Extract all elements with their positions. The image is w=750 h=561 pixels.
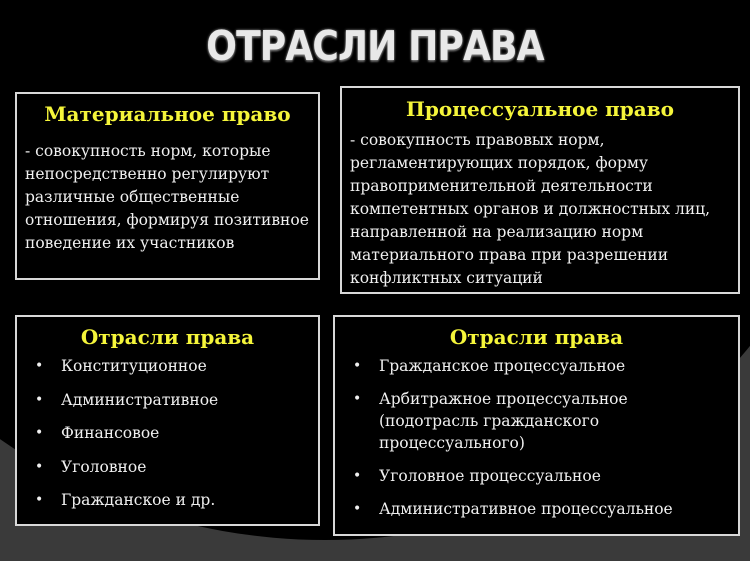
list-item: • Финансовое [35,424,160,442]
procedural-law-box [340,86,740,294]
procedural-branches-box [333,315,740,536]
list-item: • Уголовное процессуальное [353,467,601,485]
bullet-icon: • [35,425,44,441]
material-branches-box [15,315,320,526]
material-law-heading: Материальное право [44,102,291,126]
list-item: • Арбитражное процессуальное (подотрасль гражданского процессуального) [353,390,628,452]
list-item: • Конституционное [35,357,207,375]
bullet-icon: • [353,501,362,517]
procedural-law-definition: - совокупность правовых норм, регламентирующих порядок, форму правоприменительной деятельности компетентных органов и должностных лиц, направленной на реализацию норм материального права при разрешении конфликтных ситуаций [350,131,711,287]
list-item: • Административное процессуальное [353,500,673,518]
list-item: • Административное [35,390,219,409]
bullet-icon: • [35,358,44,374]
material-law-box [15,92,320,280]
bullet-icon: • [35,492,44,508]
procedural-branches-heading: Отрасли права [449,325,624,349]
list-item: • Уголовное [35,457,147,476]
material-law-definition: - совокупность норм, которые непосредственно регулируют различные общественные отношения, формируя позитивное поведение их участников [25,142,309,252]
list-item: • Гражданское и др. [35,491,216,509]
procedural-branches-list [343,355,730,520]
bullet-icon: • [353,358,362,374]
bullet-icon: • [35,458,44,475]
material-branches-heading: Отрасли права [80,325,255,349]
list-item: • Гражданское процессуальное [353,357,626,375]
procedural-law-heading: Процессуальное право [406,97,674,121]
material-branches-list [25,355,310,511]
bullet-icon: • [353,468,362,484]
slide-title: ОТРАСЛИ ПРАВА [206,22,544,70]
bullet-icon: • [35,391,44,408]
bullet-icon: • [353,391,362,407]
